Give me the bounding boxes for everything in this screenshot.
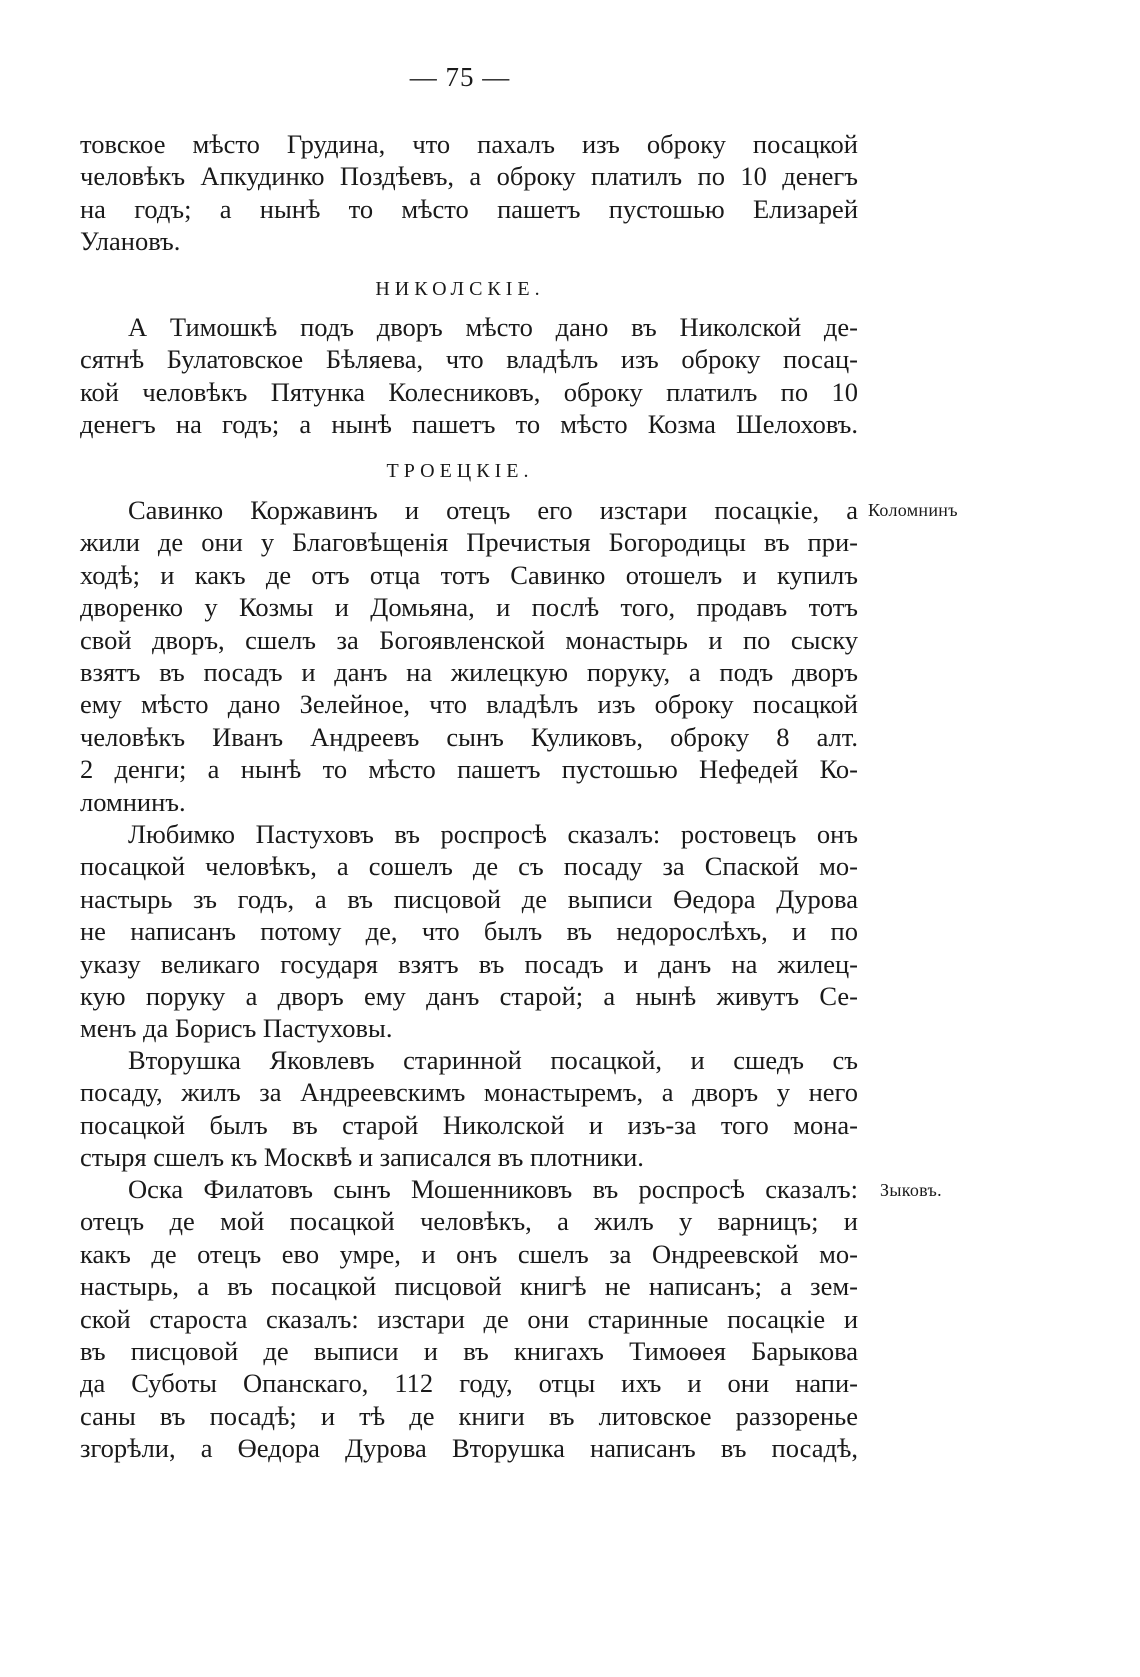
text-line: жили де они у Благовѣщенія Пречистыя Богородицы въ при- (80, 527, 858, 558)
paragraph-savinko (80, 494, 858, 818)
text-line: сятнѣ Булатовское Бѣляева, что владѣлъ изъ оброку посац- (80, 344, 858, 375)
text-line: на годъ; а нынѣ то мѣсто пашетъ пустошью Елизарей (80, 193, 858, 224)
paragraph-timoshka (80, 311, 858, 441)
text-line: настырь зъ годъ, а въ писцовой де выписи Өедора Дурова (80, 883, 858, 914)
paragraph-continuation (80, 128, 858, 258)
text-line: дворенко у Козмы и Домьяна, и послѣ того, продавъ тотъ (80, 592, 858, 623)
text-line: въ писцовой де выписи и въ книгахъ Тимоѳея Барыкова (80, 1336, 858, 1367)
text-line: не написанъ потому де, что былъ въ недорослѣхъ, и по (80, 916, 858, 947)
paragraph-lyubimko (80, 818, 858, 1045)
text-line: згорѣли, а Өедора Дурова Вторушка написанъ въ посадѣ, (80, 1433, 858, 1464)
section-heading-nikolskie: НИКОЛСКІЕ. (375, 278, 545, 300)
text-line: менъ да Борисъ Пастуховы. (80, 1013, 393, 1044)
text-line: указу великаго государя взятъ въ посадъ и данъ на жилец- (80, 948, 858, 979)
text-line: Савинко Коржавинъ и отецъ его изстари посацкіе, а (128, 495, 858, 525)
paragraph-vtorushka (80, 1044, 858, 1174)
text-line: денегъ на годъ; а нынѣ пашетъ то мѣсто Козма Шелоховъ. (80, 409, 858, 440)
text-line: отецъ де мой посацкой человѣкъ, а жилъ у варницъ; и (80, 1206, 858, 1237)
text-line: А Тимошкѣ подъ дворъ мѣсто дано въ Николской де- (128, 312, 858, 342)
page-number: — 75 — (409, 62, 511, 92)
text-line: человѣкъ Иванъ Андреевъ сынъ Куликовъ, оброку 8 алт. (80, 721, 858, 752)
text-line: ему мѣсто дано Зелейное, что владѣлъ изъ оброку посацкой (80, 689, 858, 720)
text-line: ломнинъ. (80, 786, 186, 817)
text-line: Оска Филатовъ сынъ Мошенниковъ въ роспросѣ сказалъ: (128, 1174, 858, 1204)
text-line: кой человѣкъ Пятунка Колесниковъ, оброку платилъ по 10 (80, 376, 858, 407)
text-line: посацкой былъ въ старой Николской и изъ-за того мона- (80, 1109, 858, 1140)
text-line: товское мѣсто Грудина, что пахалъ изъ оброку посацкой (80, 129, 858, 159)
text-line: Улановъ. (80, 226, 181, 257)
margin-note-kolomnin: Коломнинъ (868, 500, 958, 520)
text-line: 2 денги; а нынѣ то мѣсто пашетъ пустошью Нефедей Ко- (80, 754, 858, 785)
text-line: ской староста сказалъ: изстари де они старинные посацкіе и (80, 1303, 858, 1334)
text-line: посацкой человѣкъ, а сошелъ де съ посаду за Спаской мо- (80, 851, 858, 882)
text-line: саны въ посадѣ; и тѣ де книги въ литовское раззоренье (80, 1400, 858, 1431)
text-line: стыря сшелъ къ Москвѣ и записался въ плотники. (80, 1142, 644, 1173)
text-line: человѣкъ Апкудинко Поздѣевъ, а оброку платилъ по 10 денегъ (80, 161, 858, 192)
text-line: да Суботы Опанскаго, 112 году, отцы ихъ и они напи- (80, 1368, 858, 1399)
text-line: посаду, жилъ за Андреевскимъ монастыремъ, а дворъ у него (80, 1077, 858, 1108)
text-line: ходѣ; и какъ де отъ отца тотъ Савинко отошелъ и купилъ (80, 559, 858, 590)
text-line: настырь, а въ посацкой писцовой книгѣ не написанъ; а зем- (80, 1271, 858, 1302)
text-line: кую поруку а дворъ ему данъ старой; а нынѣ живутъ Се- (80, 981, 858, 1012)
section-heading-troitskie: ТРОЕЦКІЕ. (386, 460, 534, 482)
text-line: свой дворъ, сшелъ за Богоявленской монастырь и по сыску (80, 624, 858, 655)
text-line: какъ де отецъ ево умре, и онъ сшелъ за Ондреевской мо- (80, 1238, 858, 1269)
text-line: взятъ въ посадъ и данъ на жилецкую поруку, а подъ дворъ (80, 657, 858, 688)
paragraph-oska (80, 1173, 858, 1465)
margin-note-zykov: Зыковъ. (880, 1180, 942, 1200)
text-line: Любимко Пастуховъ въ роспросѣ сказалъ: ростовецъ онъ (128, 819, 858, 849)
text-line: Вторушка Яковлевъ старинной посацкой, и сшедъ съ (128, 1045, 858, 1075)
